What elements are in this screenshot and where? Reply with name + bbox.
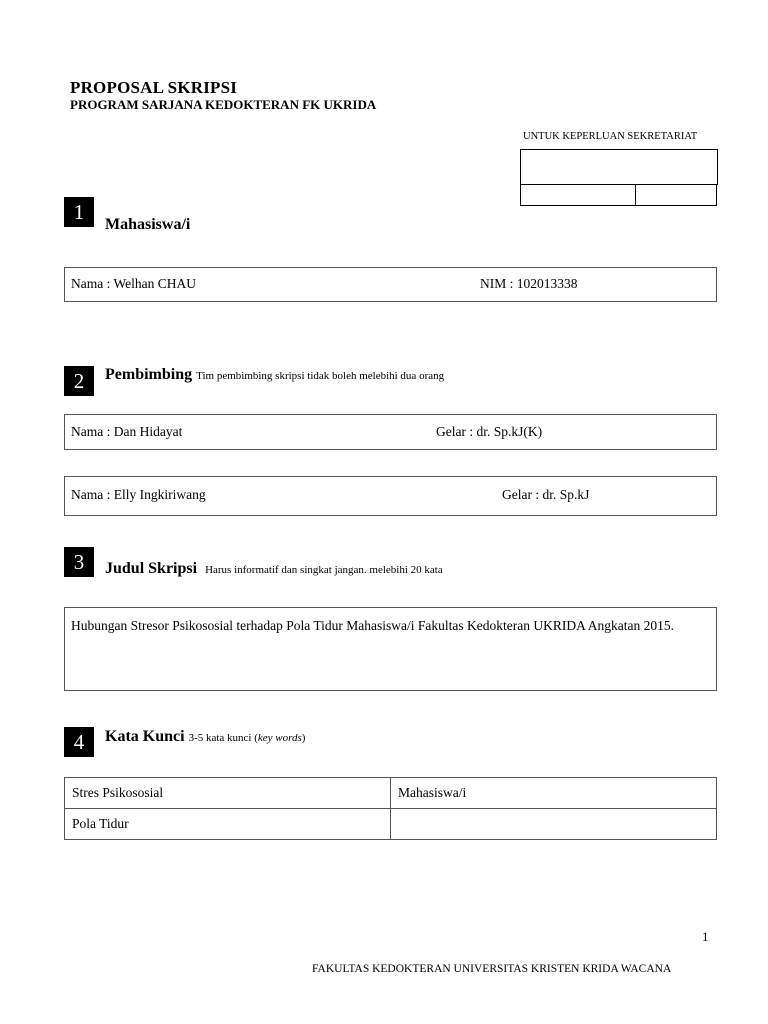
secretariat-box-bottom-left [520,184,636,206]
secretariat-label: UNTUK KEPERLUAN SEKRETARIAT [523,131,698,142]
supervisor-1-name: Nama : Dan Hidayat [71,424,183,439]
section-2-number: 2 [64,366,94,396]
supervisor-box-2 [64,476,717,516]
keyword-cell: Stres Psikososial [65,778,391,809]
keywords-table [64,777,717,840]
section-4-note [189,732,306,744]
section-2-title: Pembimbing [105,366,193,383]
document-title: PROPOSAL SKRIPSI [70,78,238,97]
section-3-note: Harus informatif dan singkat jangan. melebihi 20 kata [205,564,443,576]
section-3-title: Judul Skripsi [105,560,198,577]
section-1-number: 1 [64,197,94,227]
section-2-note: Tim pembimbing skripsi tidak boleh melebihi dua orang [196,370,445,382]
section-4-note-italic: key words [257,732,302,744]
secretariat-box-bottom-right [634,184,717,206]
section-4-title: Kata Kunci [105,728,185,745]
table-row [65,778,717,809]
supervisor-2-name: Nama : Elly Ingkiriwang [71,487,206,502]
supervisor-1-degree: Gelar : dr. Sp.kJ(K) [436,424,543,439]
section-2-heading [105,366,444,384]
section-3-heading [105,560,443,578]
footer-institution: FAKULTAS KEDOKTERAN UNIVERSITAS KRISTEN KRIDA WACANA [312,963,672,975]
supervisor-box-1 [64,414,717,450]
supervisor-2-degree: Gelar : dr. Sp.kJ [502,487,590,502]
document-subtitle: PROGRAM SARJANA KEDOKTERAN FK UKRIDA [70,97,377,112]
secretariat-box-top [520,149,718,185]
thesis-title-box [64,607,717,691]
keyword-cell: Mahasiswa/i [391,778,717,809]
page-number: 1 [702,929,709,944]
table-row [65,809,717,840]
keyword-cell: Pola Tidur [65,809,391,840]
section-4-number: 4 [64,727,94,757]
section-4-note-prefix: 3-5 kata kunci ( [188,732,258,744]
student-box [64,267,717,302]
section-4-note-suffix: ) [301,732,306,744]
student-nim: NIM : 102013338 [480,276,578,291]
keyword-cell [391,809,717,840]
thesis-title-text: Hubungan Stresor Psikososial terhadap Pola Tidur Mahasiswa/i Fakultas Kedokteran UKRIDA Angkatan 2015. [71,618,674,633]
section-3-number: 3 [64,547,94,577]
section-1-title: Mahasiswa/i [105,216,191,233]
student-name: Nama : Welhan CHAU [71,276,197,291]
section-4-heading [105,728,305,746]
